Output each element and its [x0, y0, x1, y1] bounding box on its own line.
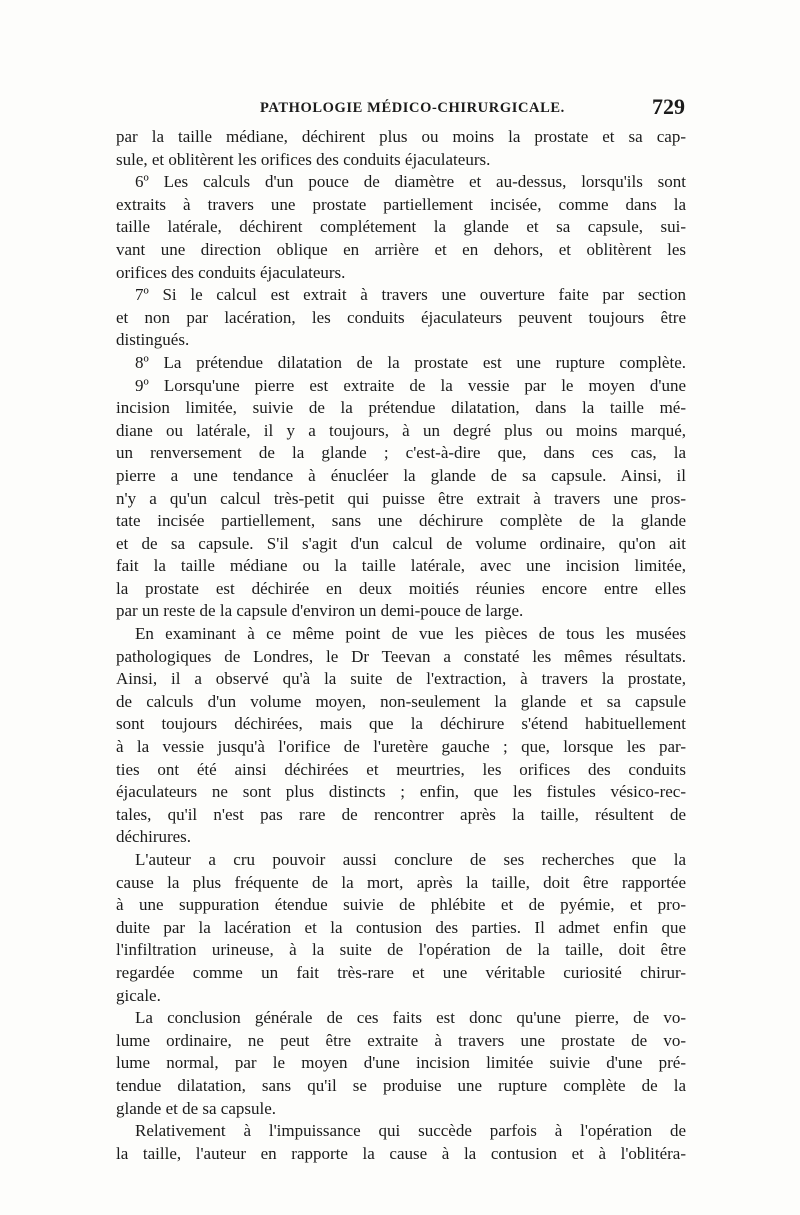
- text-line: à la vessie jusqu'à l'orifice de l'uretère gauche ; que, lorsque les par-: [116, 737, 686, 757]
- text-line: fait la taille médiane ou la taille latérale, avec une incision limitée,: [116, 556, 686, 576]
- text-line: taille latérale, déchirent complétement la glande et sa capsule, sui-: [116, 217, 686, 237]
- text-line: 6º Les calculs d'un pouce de diamètre et au-dessus, lorsqu'ils sont: [135, 172, 686, 192]
- text-line: tales, qu'il n'est pas rare de rencontrer après la taille, résultent de: [116, 804, 686, 824]
- text-line: Ainsi, il a observé qu'à la suite de l'extraction, à travers la prostate,: [116, 669, 686, 689]
- text-line: par la taille médiane, déchirent plus ou moins la prostate et sa cap-: [116, 127, 686, 146]
- running-head-title: PATHOLOGIE MÉDICO-CHIRURGICALE.: [260, 100, 565, 116]
- text-line: lume ordinaire, ne peut être extraite à travers une prostate de vo-: [116, 1030, 686, 1050]
- text-line: sule, et oblitèrent les orifices des conduits éjaculateurs.: [116, 149, 491, 169]
- text-line: incision limitée, suivie de la prétendue dilatation, dans la taille mé-: [116, 398, 686, 418]
- text-line: de calculs d'un volume moyen, non-seulement la glande et sa capsule: [116, 691, 686, 711]
- text-line: vant une direction oblique en arrière et en dehors, et oblitèrent les: [116, 239, 686, 259]
- text-line: n'y a qu'un calcul très-petit qui puisse être extrait à travers une pros-: [116, 488, 686, 508]
- text-line: 7º Si le calcul est extrait à travers une ouverture faite par section: [135, 285, 686, 305]
- text-line: diane ou latérale, il y a toujours, à un degré plus ou moins marqué,: [116, 420, 686, 440]
- text-line: la taille, l'auteur en rapporte la cause à la contusion et à l'oblitéra-: [116, 1143, 686, 1163]
- text-line: la prostate est déchirée en deux moitiés réunies encore entre elles: [116, 578, 686, 598]
- text-line: glande et de sa capsule.: [116, 1098, 277, 1118]
- page-number: 729: [652, 94, 685, 119]
- text-line: l'infiltration urineuse, à la suite de l'opération de la taille, doit être: [116, 940, 686, 960]
- text-line: un renversement de la glande ; c'est-à-dire que, dans ces cas, la: [116, 443, 686, 463]
- text-line: 8º La prétendue dilatation de la prostate est une rupture complète.: [135, 352, 686, 372]
- text-line: par un reste de la capsule d'environ un demi-pouce de large.: [116, 601, 524, 621]
- text-line: et non par lacération, les conduits éjaculateurs peuvent toujours être: [116, 307, 686, 327]
- text-line: La conclusion générale de ces faits est donc qu'une pierre, de vo-: [135, 1008, 686, 1028]
- text-line: regardée comme un fait très-rare et une véritable curiosité chirur-: [116, 962, 686, 982]
- text-line: orifices des conduits éjaculateurs.: [116, 262, 346, 282]
- text-line: extraits à travers une prostate partiellement incisée, comme dans la: [116, 194, 686, 214]
- text-line: à une suppuration étendue suivie de phlébite et de pyémie, et pro-: [116, 895, 686, 915]
- text-line: déchirures.: [116, 827, 192, 847]
- text-line: lume normal, par le moyen d'une incision limitée suivie d'une pré-: [116, 1053, 686, 1073]
- running-head: [115, 94, 685, 124]
- text-line: sont toujours déchirées, mais que la déchirure s'étend habituellement: [116, 714, 686, 734]
- text-line: distingués.: [116, 330, 190, 350]
- text-line: tendue dilatation, sans qu'il se produise une rupture complète de la: [116, 1075, 686, 1095]
- text-line: duite par la lacération et la contusion des parties. Il admet enfin que: [116, 917, 686, 937]
- text-line: cause la plus fréquente de la mort, après la taille, doit être rapportée: [116, 872, 686, 892]
- text-line: tate incisée partiellement, sans une déchirure complète de la glande: [116, 511, 686, 531]
- text-line: ties ont été ainsi déchirées et meurtries, les orifices des conduits: [116, 759, 686, 779]
- text-line: éjaculateurs ne sont plus distincts ; enfin, que les fistules vésico-rec-: [116, 782, 686, 802]
- text-line: Relativement à l'impuissance qui succède parfois à l'opération de: [135, 1121, 686, 1141]
- text-line: et de sa capsule. S'il s'agit d'un calcul de volume ordinaire, qu'on ait: [116, 533, 686, 553]
- text-line: 9º Lorsqu'une pierre est extraite de la vessie par le moyen d'une: [135, 375, 686, 395]
- text-line: gicale.: [116, 985, 161, 1005]
- text-line: pathologiques de Londres, le Dr Teevan a constaté les mêmes résultats.: [116, 646, 686, 666]
- text-line: L'auteur a cru pouvoir aussi conclure de ses recherches que la: [135, 850, 686, 869]
- text-line: En examinant à ce même point de vue les pièces de tous les musées: [135, 624, 686, 644]
- body-text: [116, 126, 686, 1165]
- text-line: pierre a une tendance à énucléer la glande de sa capsule. Ainsi, il: [116, 465, 686, 485]
